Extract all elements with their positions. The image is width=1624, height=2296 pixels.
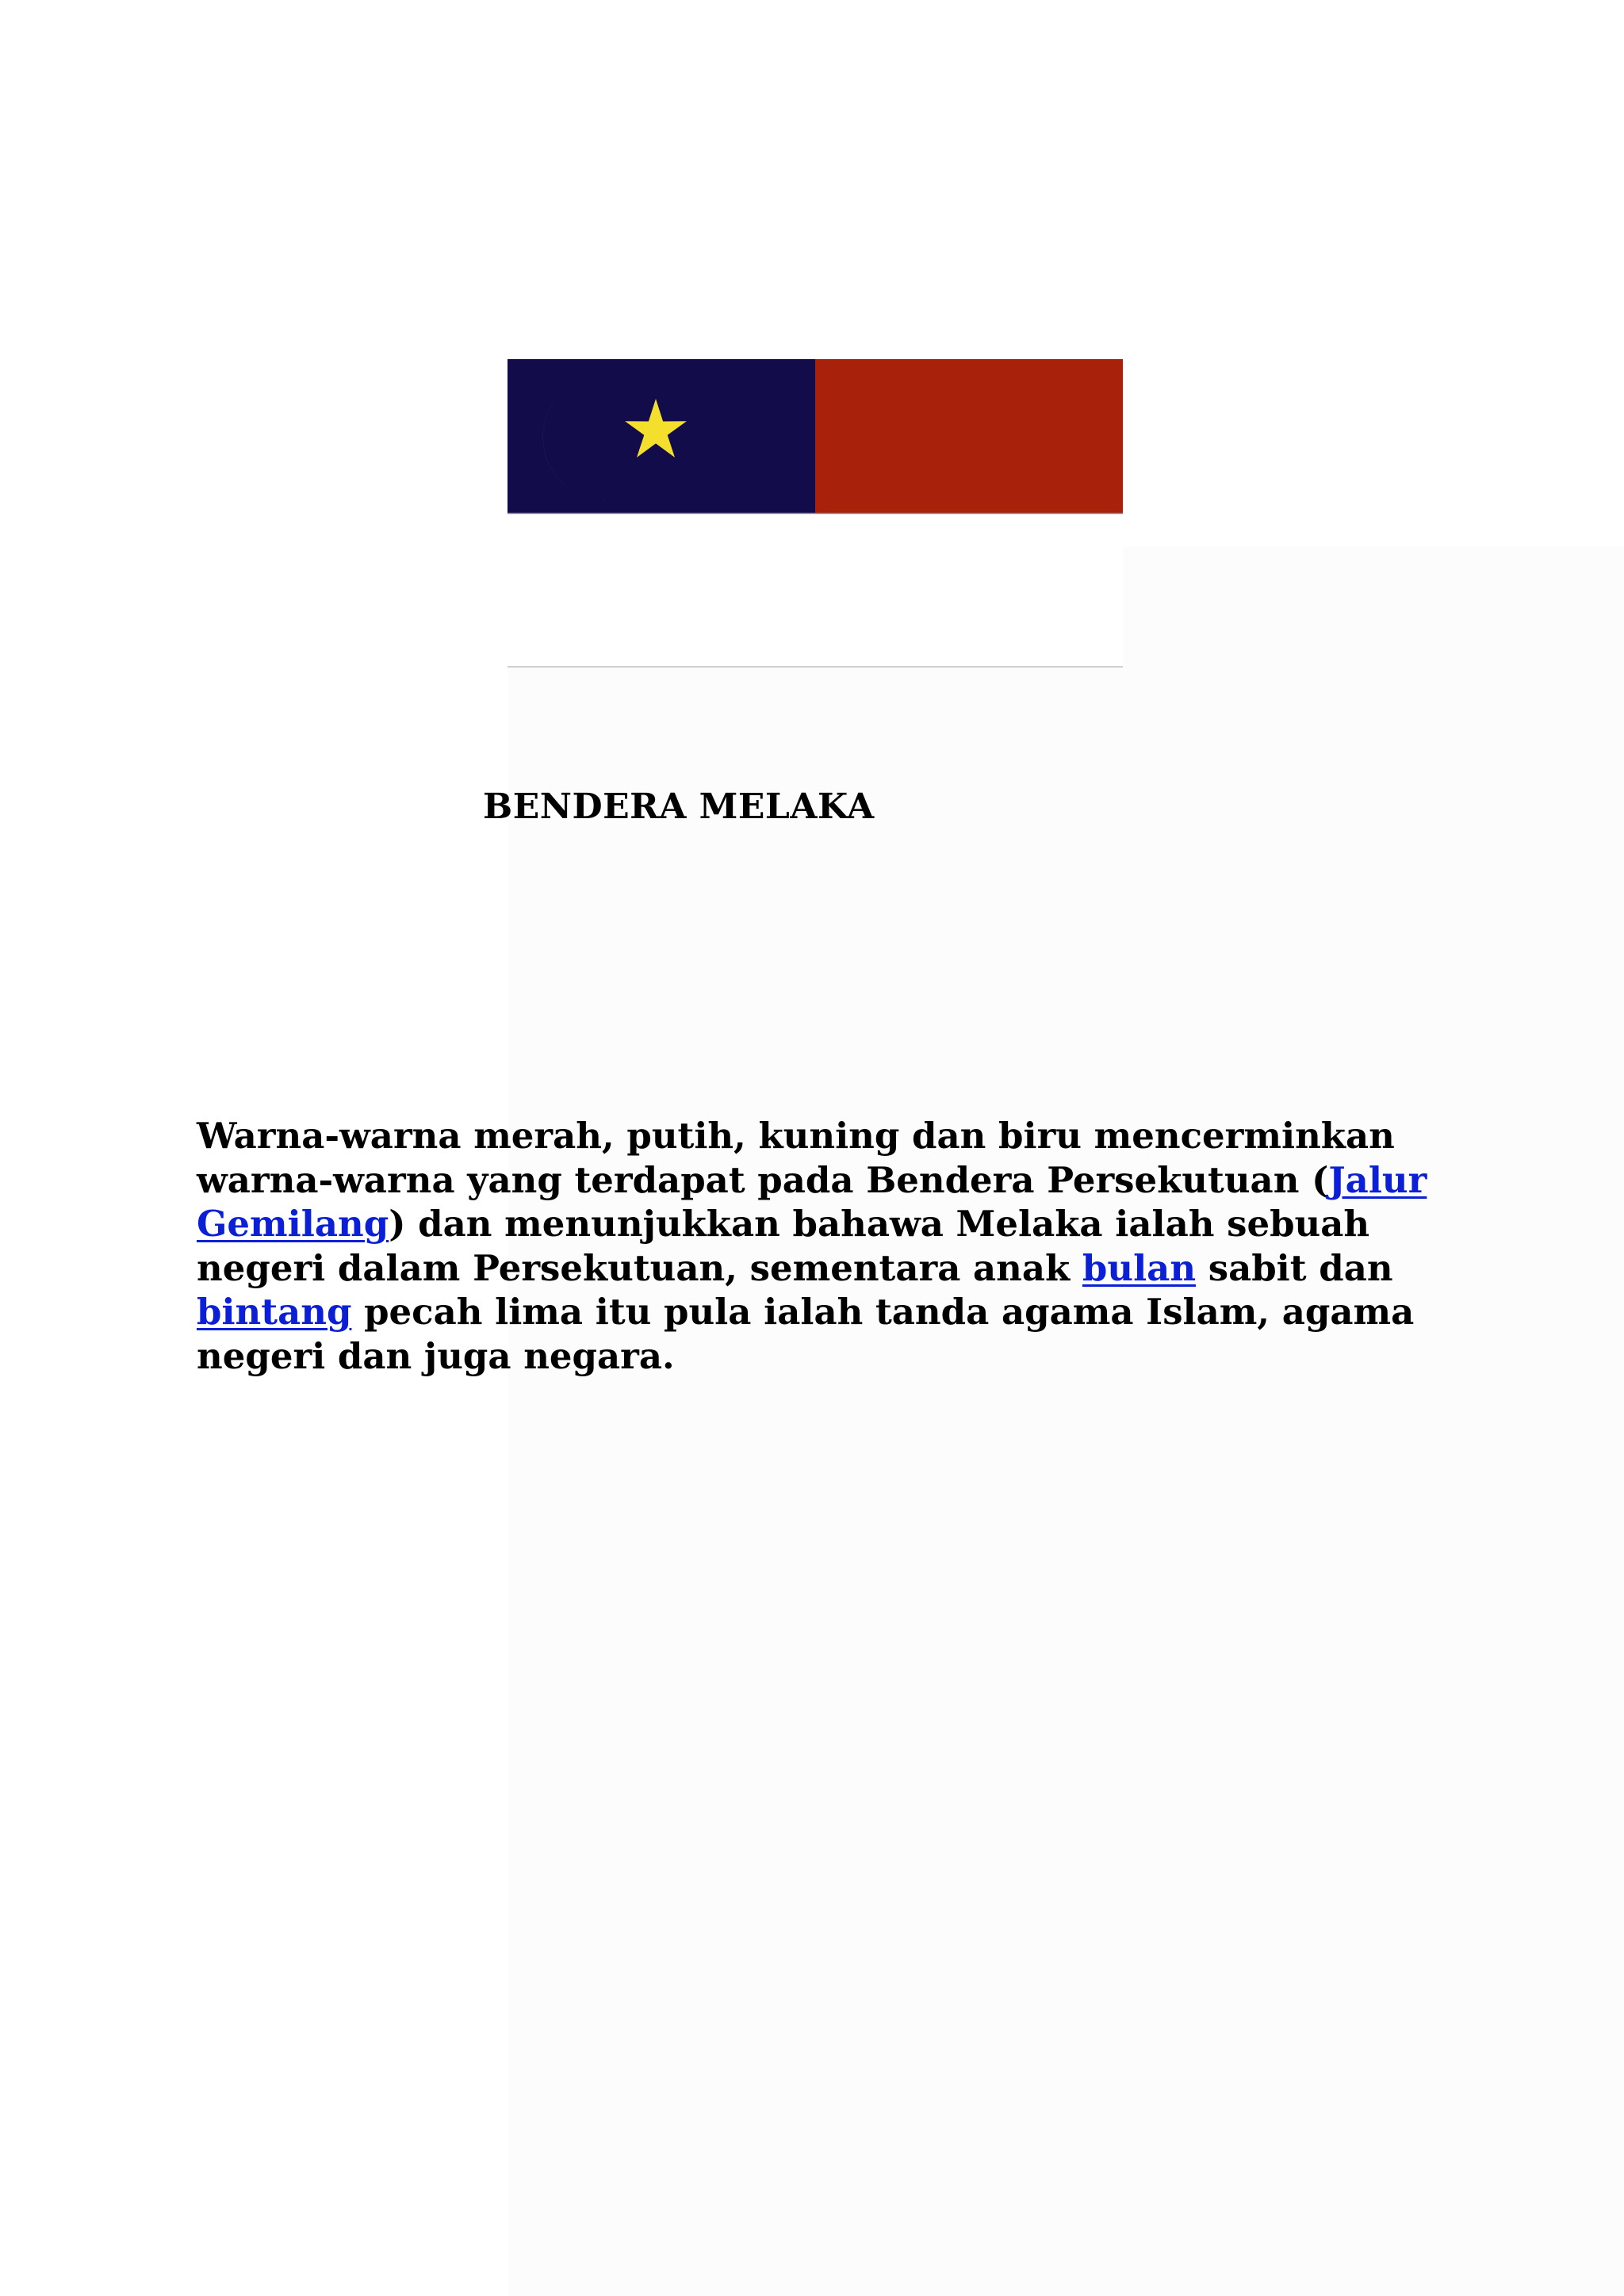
page-title: BENDERA MELAKA <box>483 786 875 827</box>
paragraph-text: ) dan menunjukkan bahawa Melaka ialah sebuah negeri dalam Persekutuan, sementara anak <box>197 1203 1370 1289</box>
melaka-flag-image <box>508 359 1123 668</box>
link-bulan[interactable]: bulan <box>1082 1246 1197 1289</box>
description-paragraph <box>197 1114 1434 1378</box>
link-jalur-gemilang[interactable]: Jalur Gemilang <box>197 1158 1427 1245</box>
flag-red-band <box>815 359 1123 513</box>
paragraph-text: pecah lima itu pula ialah tanda agama Islam, agama negeri dan juga negara. <box>197 1291 1415 1377</box>
link-bintang[interactable]: bintang <box>197 1291 352 1333</box>
flag-white-band <box>508 513 1123 668</box>
paragraph-text: sabit dan <box>1196 1246 1393 1289</box>
paragraph-text: Warna-warna merah, putih, kuning dan biru mencerminkan warna-warna yang terdapat pada Bendera Persekutuan ( <box>197 1115 1395 1201</box>
